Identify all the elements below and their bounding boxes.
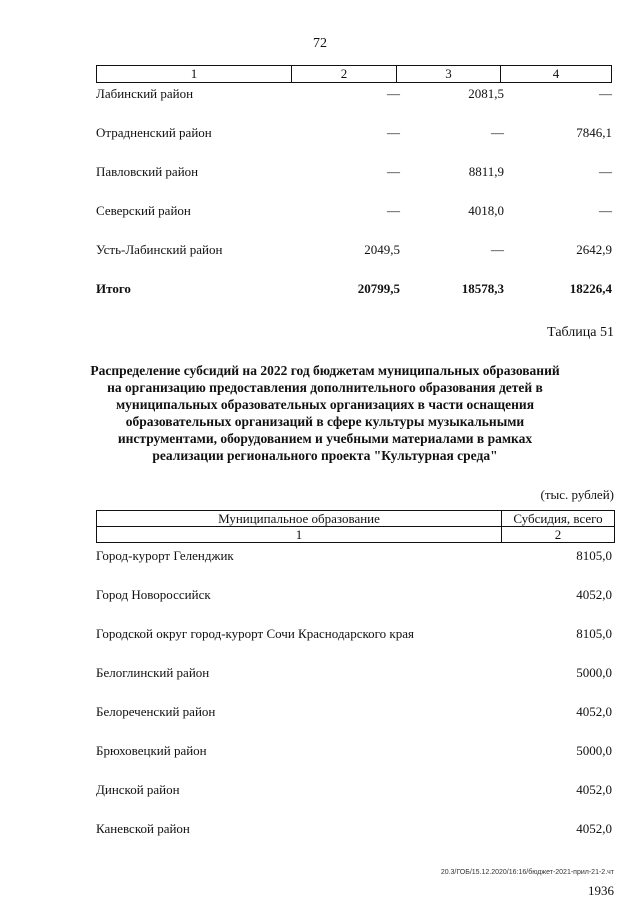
footer-number: 1936 (588, 883, 614, 898)
table2-header-col1: Муниципальное образование (97, 511, 502, 527)
total-col2: 20799,5 (357, 281, 400, 296)
row-col3: 2081,5 (468, 86, 504, 101)
row-name: Отрадненский район (96, 125, 212, 140)
row-value: 5000,0 (576, 665, 612, 680)
table1-header-col3: 3 (397, 66, 501, 83)
table1-row (96, 125, 616, 143)
row-value: 5000,0 (576, 743, 612, 758)
table2-row (96, 782, 616, 800)
table-label: Таблица 51 (547, 325, 614, 340)
total-label: Итого (96, 281, 131, 296)
row-name: Динской район (96, 782, 180, 797)
table2-row (96, 626, 616, 644)
row-col2: 2049,5 (364, 242, 400, 257)
row-col4: 7846,1 (576, 125, 612, 140)
row-name: Павловский район (96, 164, 199, 179)
row-col3: 8811,9 (468, 164, 504, 179)
row-name: Лабинский район (96, 86, 194, 101)
table1-row (96, 203, 616, 221)
row-col3: 4018,0 (468, 203, 504, 218)
table1-header (96, 65, 612, 83)
row-value: 4052,0 (576, 782, 612, 797)
row-col2: — (387, 125, 400, 140)
table2-row (96, 587, 616, 605)
table1-total-row (96, 281, 616, 299)
row-col4: 2642,9 (576, 242, 612, 257)
total-col4: 18226,4 (569, 281, 612, 296)
row-name: Городской округ город-курорт Сочи Краснодарского края (96, 626, 414, 641)
table1-header-col1: 1 (97, 66, 292, 83)
row-value: 4052,0 (576, 704, 612, 719)
table-title: Распределение субсидий на 2022 год бюджетам муниципальных образований на организацию предоставления дополнительного образования детей в муниципальных образовательных организациях в части оснащения образовательных организаций в сфере культуры музыкальными инструментами, оборудованием и учебными материалами в рамках реализации регионального проекта "Культурная среда" (90, 363, 560, 463)
footer-file-code: 20.3/ГОБ/15.12.2020/16:16/бюджет-2021-прил-21-2.чт (440, 869, 614, 876)
table1-header-col2: 2 (292, 66, 397, 83)
row-col4: — (599, 86, 612, 101)
table1-row (96, 86, 616, 104)
row-name: Усть-Лабинский район (96, 242, 223, 257)
row-name: Северский район (96, 203, 191, 218)
row-value: 4052,0 (576, 821, 612, 836)
row-name: Город-курорт Геленджик (96, 548, 234, 563)
row-col4: — (599, 203, 612, 218)
table2-row (96, 743, 616, 761)
table1-header-col4: 4 (501, 66, 612, 83)
row-name: Брюховецкий район (96, 743, 207, 758)
table1-row (96, 242, 616, 260)
table2-header (96, 510, 615, 543)
total-col3: 18578,3 (461, 281, 504, 296)
row-name: Город Новороссийск (96, 587, 211, 602)
table2-row (96, 821, 616, 839)
table2-header-num1: 1 (97, 527, 502, 543)
row-value: 8105,0 (576, 548, 612, 563)
page-number: 72 (313, 36, 327, 51)
row-value: 4052,0 (576, 587, 612, 602)
table2-header-num2: 2 (502, 527, 615, 543)
row-col2: — (387, 164, 400, 179)
table2-row (96, 665, 616, 683)
row-col3: — (491, 242, 504, 257)
row-name: Каневской район (96, 821, 190, 836)
table1-row (96, 164, 616, 182)
row-col2: — (387, 86, 400, 101)
row-col4: — (599, 164, 612, 179)
table2-row (96, 548, 616, 566)
table2-row (96, 704, 616, 722)
row-value: 8105,0 (576, 626, 612, 641)
row-col2: — (387, 203, 400, 218)
table2-header-col2: Субсидия, всего (502, 511, 615, 527)
row-col3: — (491, 125, 504, 140)
row-name: Белоглинский район (96, 665, 210, 680)
row-name: Белореченский район (96, 704, 216, 719)
units-label: (тыс. рублей) (540, 487, 614, 502)
